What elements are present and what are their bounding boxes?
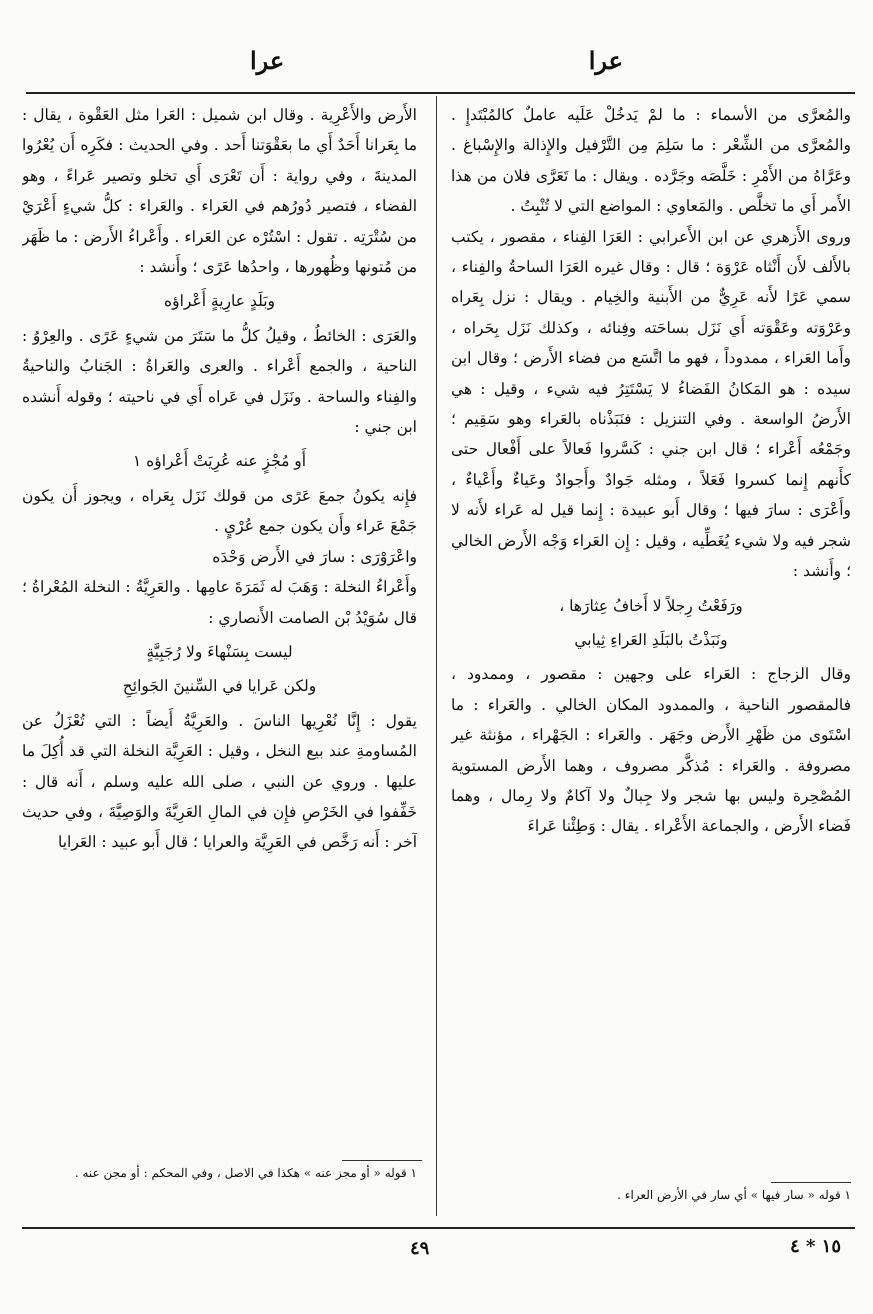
right-verse: ونَبَذْتُ بالبَلَدِ العَراءِ ثِيابي — [574, 630, 728, 649]
left-paragraph: واعْرَوْرَى : سارَ في الأَرض وَحْدَه — [212, 547, 417, 566]
header-rule — [26, 92, 855, 94]
footer-rule — [22, 1227, 855, 1229]
left-paragraph: والعَرَى : الخائطُ ، وقيلُ كلُّ ما سَتَرَ من شيءٍ عَرًى . والعِرْوُ : الناحية ، والجمع أَعْراء . والعرى والعَراةُ : الجَنابُ والناحيةُ والفِناء والساحة . ونَزَل في عَراه أَي في ناحيته ؛ وقوله أَنشده ابن جني : — [22, 326, 417, 437]
right-footnote-rule — [771, 1182, 851, 1183]
left-verse: وبَلَدٍ عارِيةٍ أَعْراؤه — [163, 292, 276, 311]
page-header — [40, 40, 833, 80]
right-paragraph: والمُعرَّى من الأسماء : ما لمْ يَدخُلْ عَلَيه عاملٌ كالمُبْتَدإِ . والمُعرَّى من الشِّعْر : ما سَلِمَ مِن التَّرْفيل والإِذالة والإِسْباغ . وعَرَّاهُ من الأَمْرِ : خَلَّصَه وجَرَّده . ويقال : ما تَعَرَّى فلان من هذا الأَمر أَي ما تخلَّص . والمَعاوي : المواضع التي لا تُنْبِتُ . — [451, 106, 851, 216]
header-keyword-left: عرا — [250, 46, 285, 75]
left-paragraph: يقول : إِنَّا نُعْرِيها الناسَ . والعَرِيَّةُ أَيضاً : التي تُعْزَلُ عن المُساومةِ عند بيع النخل ، وقيل : العَرِيَّة النخلة التي قد أُكِلَ ما عليها . وروي عن النبي ، صلى الله عليه وسلم ، أَنه قال : خَفِّفوا في الخَرْصِ فإِن في المالِ العَرِيَّةَ والوَصِيَّةَ ، وفي حديث آخر : أَنه رَخَّص في العَرِيَّة والعرايا ؛ قال أَبو عبيد : العَرايا — [22, 711, 417, 852]
right-paragraph: وروى الأَزهري عن ابن الأَعرابي : العَرَا الفِناء ، مقصور ، يكتب بالأَلف لأَن أَنْثاه عَرْوَة ؛ قال : وقال غيره العَرَا الساحةُ والفِناء ، سمي عَرًا لأَنه عَرِيٌّ من الأَبنية والخِيام . ويقال : نزل بِعَراه وعَرْوَته وعَقْوَته أَي نَزَل بساحَته وفِنائه ، وكذلك نَزَل بِحَراه ، وأَما العَراء ، ممدوداً ، فهو ما اتَّسَع من فضاء الأَرض ؛ وقال ابن سيده : هو المَكانُ الفَضاءُ لا يَسْتَتِرُ فيه شيء ، وقيل : هي الأَرضُ الواسعة . وفي التنزيل : فنَبَذْناه بالعَراء وهو سَقِيم ؛ وجَمْعُه أَعْراء ؛ قال ابن جني : كَسَّروا فَعالاً على أَفْعال حتى كأَنهم إِنما كسروا فَعَلاً ، ومثله جَوادٌ وأَجوادٌ وعَياءٌ وأَعْياءٌ ، وأَعْرَى : سارَ فيها ؛ وقال أَبو عبيدة : إِنما قيل له عَراء لأَنه لا شجر فيه ولا شيء يُغَطِّيه ، وقيل : إِن العَراء وَجْه الأَرض الخالي ؛ وأَنشد : — [451, 227, 851, 581]
left-column — [22, 100, 417, 1215]
page-number: ٤٩ — [410, 1238, 430, 1259]
left-verse: ولكن عَرايا في السِّنينَ الجَوائِحِ — [122, 677, 317, 696]
signature-mark: ١٥ * ٤ — [790, 1236, 841, 1257]
left-verse: ليست بِسَنْهاءَ ولا رُجَبِيَّةٍ — [146, 642, 293, 661]
column-divider — [436, 96, 437, 1216]
left-footnote-rule — [342, 1160, 422, 1161]
right-paragraph: وقال الزجاج : العَراء على وجهين : مقصور ، وممدود ، فالمقصور الناحية ، والممدود المكان الخالي . والعَراء : ما اسْتَوى من ظَهْرِ الأَرض وجَهَر . والعَراء : الجَهْراء ، مؤنثة غير مصروفة . والعَراء : مُذكَّر مصروف ، وهما الأَرض المستوية المُصْحِرة وليس بها شجر ولا جِبالٌ ولا آكامٌ ولا رِمال ، وهما فَضاء الأَرض ، والجماعة الأَعْراء . يقال : وَطِئْنا عَراءَ — [451, 665, 851, 836]
header-keyword-right: عرا — [588, 46, 623, 75]
right-column — [451, 100, 851, 1215]
left-footnote: ١ قوله « أو مجز عنه » هكذا في الاصل ، وفي المحكم : أو مجن عنه . — [74, 1166, 417, 1180]
left-paragraph: فإِنه يكونُ جمعَ عَرًى من قولك نَزَل بِعَراه ، ويجوز أَن يكون جَمْعَ عَراء وأَن يكون جمع عُرْيٍ . — [22, 486, 417, 536]
left-paragraph: الأَرض والأَعْرِية . وقال ابن شميل : العَرا مثل العَقْوة ، يقال : ما بِعَرانا أَحَدٌ أَي ما بعَقْوَتنا أَحد . وفي الحديث : فكَرِه أَن يُعْرُوا المدينةَ ، وفي رواية : أَن تَعْرَى أَي تخلو وتصير عَراءً ، وهو الفضاء ، فتصير دُورُهم في العَراء . والعَراء : كلُّ شيءٍ أَعْرَيْ من سُتْرَتِه . تقول : اسْتُرْه عن العَراء . وأَعْراءُ الأَرض : ما ظَهَر من مُتونها وظُهورها ، واحدُها عَرًى ؛ وأَنشد : — [22, 106, 417, 277]
left-verse: أَو مُجْزٍ عنه عُرِيَتْ أَعْراؤه ١ — [132, 452, 307, 471]
left-paragraph: وأَعْراءُ النخلة : وَهَبَ له ثَمَرَةَ عامِها . والعَرِيَّةُ : النخلة المُعْراةُ ؛ قال سُوَيْدُ بْن الصامت الأَنصاري : — [22, 578, 417, 627]
right-footnote: ١ قوله « سار فيها » أي سار في الأرض العراء . — [617, 1188, 851, 1202]
right-verse: ورَفَعْتُ رِجلاً لا أَخافُ عِثارَها ، — [559, 596, 743, 615]
